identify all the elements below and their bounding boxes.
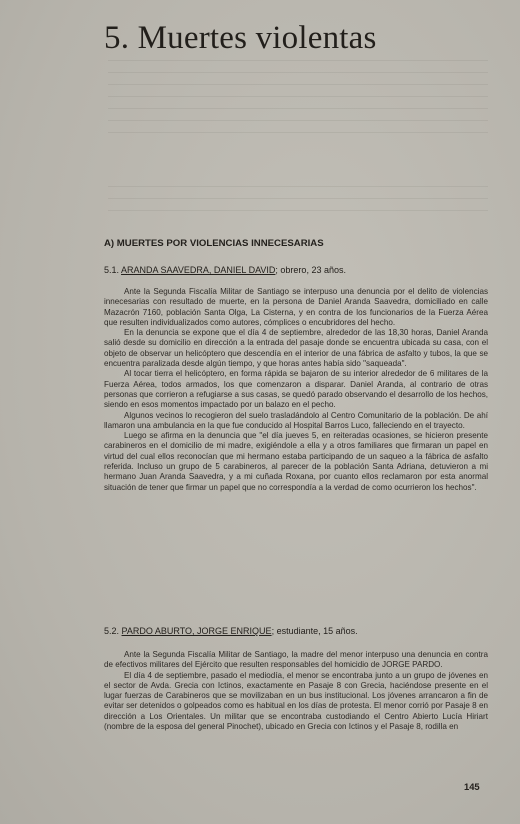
- entry-body-pardo: [104, 650, 488, 732]
- paragraph: El día 4 de septiembre, pasado el mediodía, el menor se encontraba junto a un grupo de jóvenes en el sector de Avda. Grecia con Ictinos, exactamente en Pasaje 8 con Grecia, haciéndose presente en el lugar fuerzas de Carabineros que se movilizaban en un bus institucional. Los jóvenes arrancaron a fin de evitar ser detenidos o golpeados como es habitual en los días de protesta. El menor corrió por Pasaje 8 en dirección a Los Orientales. Un militar que se encontraba custodiando el Centro Abierto Lucía Hiriart (nombre de la esposa del general Pinochet), ubicado en Grecia con Ictinos y el Pasaje 8, rodilla en: [104, 670, 488, 732]
- entry-heading-aranda: [104, 265, 346, 275]
- show-through-line: [108, 132, 488, 133]
- paragraph: Al tocar tierra el helicóptero, en forma rápida se bajaron de su interior alrededor de 6 militares de la Fuerza Aérea, todos armados, los que comenzaron a disparar. Daniel Aranda, al contrario de otras personas que corrieron a refugiarse a sus casas, se quedó parado observando el desarrollo de los hechos, siendo en esos momentos impactado por un balazo en el pecho.: [104, 369, 488, 410]
- entry-heading-pardo: [104, 626, 358, 636]
- chapter-title: 5. Muertes violentas: [104, 20, 377, 56]
- section-heading: A) MUERTES POR VIOLENCIAS INNECESARIAS: [104, 238, 324, 249]
- show-through-line: [108, 186, 488, 187]
- show-through-line: [108, 210, 488, 211]
- show-through-line: [108, 198, 488, 199]
- entry-details: ; obrero, 23 años.: [275, 265, 346, 275]
- paragraph: En la denuncia se expone que el día 4 de septiembre, alrededor de las 18,30 horas, Daniel Aranda salió desde su domicilio en dirección a la entrada del pasaje donde se encuentra ubicada su casa, con el objeto de observar un helicóptero que descendía en el interior de una fábrica de asfalto y tubos, la que se encuentra paralizada desde algún tiempo, y que horas antes había sido "saqueada".: [104, 328, 488, 369]
- entry-name: PARDO ABURTO, JORGE ENRIQUE: [121, 626, 272, 636]
- paragraph: Ante la Segunda Fiscalía Militar de Santiago, la madre del menor interpuso una denuncia en contra de efectivos militares del Ejército que resulten responsables del homicidio de JORGE PARDO.: [104, 650, 488, 670]
- show-through-line: [108, 60, 488, 61]
- page-number: 145: [464, 781, 480, 792]
- paragraph: Luego se afirma en la denuncia que "el día jueves 5, en reiteradas ocasiones, se hicieron presente carabineros en el domicilio de mi madre, exigiéndole a ella y a otros familiares que firmaran un papel en virtud del cual ellos reconocían que mi hermano estaba participando de un saqueo a la fábrica de asfalto referida. Incluso un grupo de 5 carabineros, al parecer de la población Santa Adriana, detuvieron a mi hermano Juan Aranda Saavedra, y a mi cuñada Roxana, por cuanto ellos reclamaron por esta anormal situación de tener que firmar un papel que no correspondía a la verdad de como ocurrieron los hechos".: [104, 431, 488, 492]
- paragraph: Algunos vecinos lo recogieron del suelo trasladándolo al Centro Comunitario de la población. De ahí llamaron una ambulancia en la que fue conducido al Hospital Barros Luco, falleciendo en el trayecto.: [104, 410, 488, 430]
- show-through-line: [108, 120, 488, 121]
- show-through-line: [108, 72, 488, 73]
- entry-body-aranda: [104, 287, 488, 493]
- entry-name: ARANDA SAAVEDRA, DANIEL DAVID: [121, 265, 276, 275]
- paragraph: Ante la Segunda Fiscalía Militar de Santiago se interpuso una denuncia por el delito de violencias innecesarias con resultado de muerte, en la persona de Daniel Aranda Saavedra, domiciliado en calle Mazacrón 7160, población Santa Olga, La Cisterna, y en contra de los funcionarios de la Fuerza Aérea que resulten individualizados como autores, cómplices o encubridores del hecho.: [104, 287, 488, 327]
- show-through-line: [108, 96, 488, 97]
- entry-number: 5.2.: [104, 626, 120, 636]
- entry-number: 5.1.: [104, 265, 120, 275]
- show-through-line: [108, 108, 488, 109]
- entry-details: ; estudiante, 15 años.: [271, 626, 358, 636]
- show-through-line: [108, 84, 488, 85]
